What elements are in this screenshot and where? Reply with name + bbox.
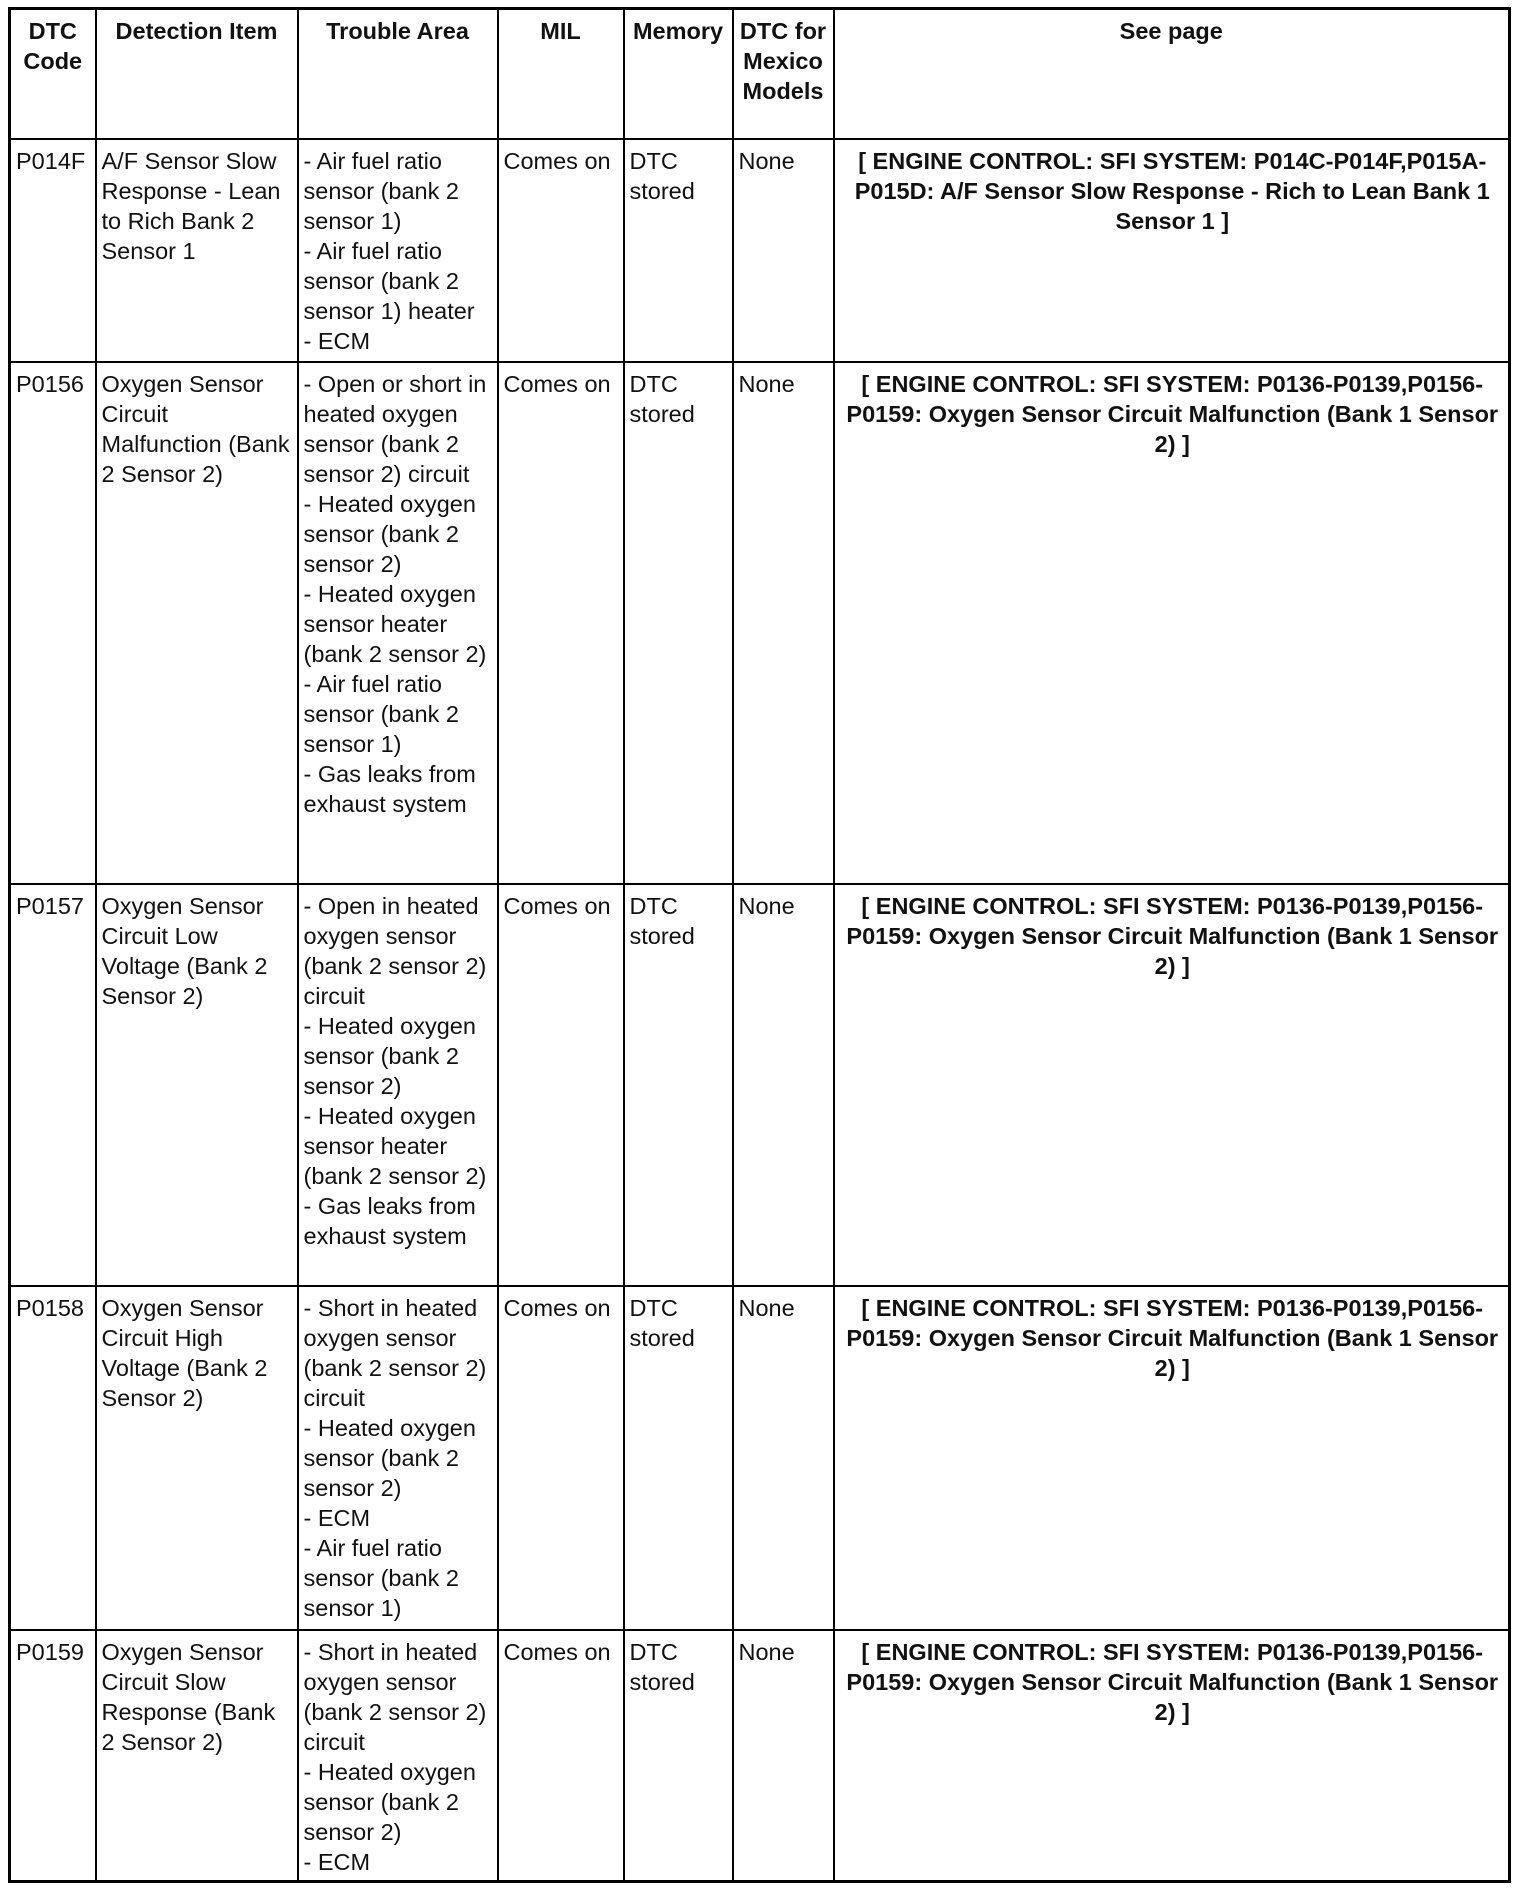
trouble-area-item: - Air fuel ratio sensor (bank 2 sensor 1) heater [303, 237, 475, 324]
trouble-area-item: - ECM [303, 327, 371, 354]
memory-cell: DTC stored [624, 139, 733, 362]
see-page-link[interactable]: [ ENGINE CONTROL: SFI SYSTEM: P0136-P0139,P0156-P0159: Oxygen Sensor Circuit Malfunction (Bank 1 Sensor 2) ] [834, 1630, 1510, 1882]
trouble-area-item: - Heated oxygen sensor (bank 2 sensor 2) [303, 1414, 476, 1501]
header-see-page: See page [834, 9, 1510, 139]
table-row [10, 1286, 1510, 1630]
dtc-mexico-cell: None [733, 362, 834, 884]
header-detection-item: Detection Item [96, 9, 298, 139]
mil-cell: Comes on [498, 884, 624, 1286]
see-page-link[interactable]: [ ENGINE CONTROL: SFI SYSTEM: P0136-P0139,P0156-P0159: Oxygen Sensor Circuit Malfunction (Bank 1 Sensor 2) ] [834, 884, 1510, 1286]
mil-cell: Comes on [498, 139, 624, 362]
trouble-area-item: - Gas leaks from exhaust system [303, 760, 476, 817]
dtc-mexico-cell: None [733, 139, 834, 362]
detection-item-cell: Oxygen Sensor Circuit Low Voltage (Bank 2 Sensor 2) [96, 884, 298, 1286]
table-row [10, 1630, 1510, 1882]
header-dtc-mexico: DTC for Mexico Models [733, 9, 834, 139]
trouble-area-cell [298, 139, 498, 362]
trouble-area-item: - Heated oxygen sensor heater (bank 2 sensor 2) [303, 1102, 487, 1189]
trouble-area-item: - Air fuel ratio sensor (bank 2 sensor 1) [303, 1534, 459, 1621]
detection-item-cell: A/F Sensor Slow Response - Lean to Rich Bank 2 Sensor 1 [96, 139, 298, 362]
table-row [10, 139, 1510, 362]
header-trouble-area: Trouble Area [298, 9, 498, 139]
memory-cell: DTC stored [624, 1286, 733, 1630]
detection-item-cell: Oxygen Sensor Circuit Slow Response (Bank 2 Sensor 2) [96, 1630, 298, 1882]
see-page-link[interactable]: [ ENGINE CONTROL: SFI SYSTEM: P0136-P0139,P0156-P0159: Oxygen Sensor Circuit Malfunction (Bank 1 Sensor 2) ] [834, 1286, 1510, 1630]
trouble-area-item: - Heated oxygen sensor (bank 2 sensor 2) [303, 1012, 476, 1099]
see-page-link[interactable]: [ ENGINE CONTROL: SFI SYSTEM: P014C-P014F,P015A-P015D: A/F Sensor Slow Response - Rich to Lean Bank 1 Sensor 1 ] [834, 139, 1510, 362]
mil-cell: Comes on [498, 362, 624, 884]
trouble-area-item: - Open or short in heated oxygen sensor (bank 2 sensor 2) circuit [303, 370, 487, 487]
dtc-code-cell: P0158 [10, 1286, 96, 1630]
memory-cell: DTC stored [624, 1630, 733, 1882]
trouble-area-item: - Heated oxygen sensor (bank 2 sensor 2) [303, 490, 476, 577]
trouble-area-item: - ECM [303, 1504, 371, 1531]
header-dtc-code: DTC Code [10, 9, 96, 139]
detection-item-cell: Oxygen Sensor Circuit High Voltage (Bank 2 Sensor 2) [96, 1286, 298, 1630]
dtc-code-cell: P0159 [10, 1630, 96, 1882]
dtc-code-cell: P0157 [10, 884, 96, 1286]
trouble-area-item: - ECM [303, 1848, 371, 1875]
header-mil: MIL [498, 9, 624, 139]
trouble-area-cell [298, 1630, 498, 1882]
see-page-link[interactable]: [ ENGINE CONTROL: SFI SYSTEM: P0136-P0139,P0156-P0159: Oxygen Sensor Circuit Malfunction (Bank 1 Sensor 2) ] [834, 362, 1510, 884]
trouble-area-item: - Air fuel ratio sensor (bank 2 sensor 1) [303, 670, 459, 757]
trouble-area-cell [298, 362, 498, 884]
dtc-mexico-cell: None [733, 1286, 834, 1630]
trouble-area-item: - Heated oxygen sensor heater (bank 2 sensor 2) [303, 580, 487, 667]
header-row [10, 9, 1510, 139]
mil-cell: Comes on [498, 1630, 624, 1882]
trouble-area-item: - Short in heated oxygen sensor (bank 2 sensor 2) circuit [303, 1294, 487, 1411]
trouble-area-cell [298, 1286, 498, 1630]
dtc-mexico-cell: None [733, 1630, 834, 1882]
table-row [10, 362, 1510, 884]
trouble-area-item: - Open in heated oxygen sensor (bank 2 sensor 2) circuit [303, 892, 487, 1009]
mil-cell: Comes on [498, 1286, 624, 1630]
dtc-mexico-cell: None [733, 884, 834, 1286]
memory-cell: DTC stored [624, 884, 733, 1286]
dtc-code-cell: P0156 [10, 362, 96, 884]
memory-cell: DTC stored [624, 362, 733, 884]
trouble-area-item: - Short in heated oxygen sensor (bank 2 sensor 2) circuit [303, 1638, 487, 1755]
dtc-table [8, 7, 1511, 1883]
dtc-code-cell: P014F [10, 139, 96, 362]
header-memory: Memory [624, 9, 733, 139]
detection-item-cell: Oxygen Sensor Circuit Malfunction (Bank 2 Sensor 2) [96, 362, 298, 884]
trouble-area-cell [298, 884, 498, 1286]
trouble-area-item: - Heated oxygen sensor (bank 2 sensor 2) [303, 1758, 476, 1845]
trouble-area-item: - Air fuel ratio sensor (bank 2 sensor 1) [303, 147, 459, 234]
trouble-area-item: - Gas leaks from exhaust system [303, 1192, 476, 1249]
table-row [10, 884, 1510, 1286]
